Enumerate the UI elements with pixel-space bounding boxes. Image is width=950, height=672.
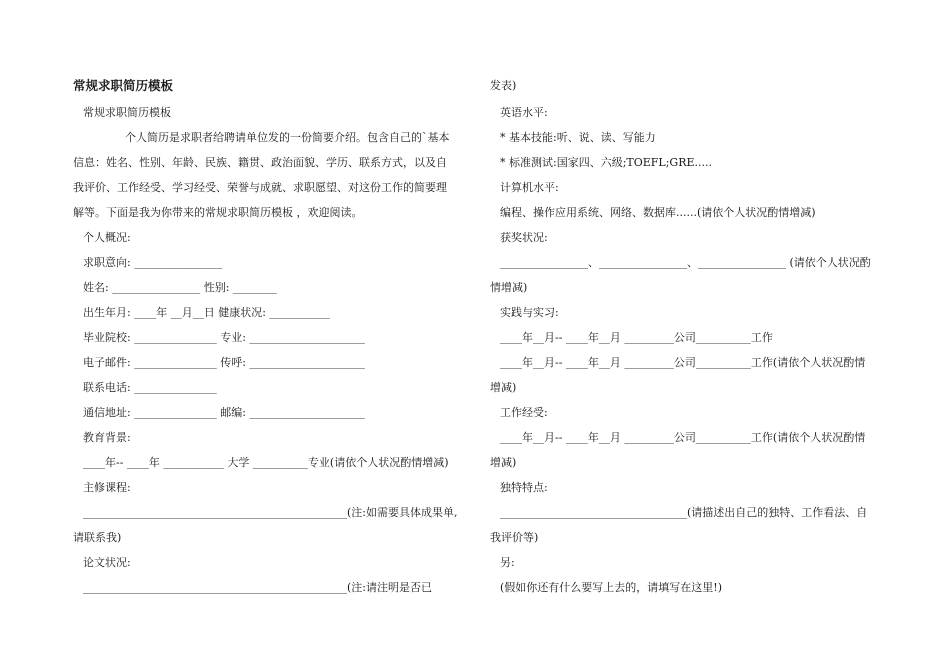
field-school-major: 毕业院校: _______________ 专业: _____________________ <box>83 331 365 344</box>
section-english: 英语水平: <box>500 106 548 119</box>
courses-line: ________________________________________________(注:如需要具体成果单, <box>83 506 458 519</box>
intro-line-1: 个人简历是求职者给聘请单位发的一份简要介绍。包含自己的`基本 <box>125 131 450 144</box>
section-courses: 主修课程: <box>83 481 131 494</box>
english-standard-tests: * 标准测试:国家四、六级;TOEFL;GRE..... <box>500 156 713 169</box>
section-traits: 独特特点: <box>500 481 548 494</box>
intro-line-4: 解等。下面是我为你带来的常规求职简历模板 ，欢迎阅读。 <box>73 206 363 219</box>
work-entry: ____年__月-- ____年__月 _________公司__________工作(请依个人状况酌情 <box>500 431 866 444</box>
practice-entry-1: ____年__月-- ____年__月 _________公司__________工作 <box>500 331 773 344</box>
section-thesis: 论文状况: <box>83 556 131 569</box>
education-entry: ____年-- ____年 ___________ 大学 __________专业(请依个人状况酌情增减) <box>83 456 449 469</box>
field-email-pager: 电子邮件: _______________ 传呼: _____________________ <box>83 356 365 369</box>
field-birth-health: 出生年月: ____年 __月__日 健康状况: ___________ <box>83 306 330 319</box>
traits-line: __________________________________(请描述出自己的独特、工作看法、自 <box>500 506 868 519</box>
field-phone: 联系电话: _______________ <box>83 381 217 394</box>
section-other: 另: <box>500 556 515 569</box>
section-practice: 实践与实习: <box>500 306 559 319</box>
work-entry-cont: 增减) <box>490 456 517 469</box>
practice-entry-2-cont: 增减) <box>490 381 517 394</box>
section-work: 工作经受: <box>500 406 548 419</box>
field-address-zip: 通信地址: _______________ 邮编: _____________________ <box>83 406 365 419</box>
section-computer: 计算机水平: <box>500 181 559 194</box>
section-personal: 个人概况: <box>83 231 131 244</box>
practice-entry-2: ____年__月-- ____年__月 _________公司__________工作(请依个人状况酌情 <box>500 356 866 369</box>
section-education: 教育背景: <box>83 431 131 444</box>
intro-line-3: 我评价、工作经受、学习经受、荣誉与成就、求职愿望、对这份工作的简要理 <box>73 181 447 194</box>
english-basic-skills: * 基本技能:听、说、读、写能力 <box>500 131 656 144</box>
other-note: (假如你还有什么要写上去的，请填写在这里!) <box>500 581 723 594</box>
traits-line-cont: 我评价等) <box>490 531 539 544</box>
thesis-line-cont: 发表) <box>490 79 517 92</box>
subtitle: 常规求职简历模板 <box>83 106 171 119</box>
awards-line: ________________、________________、________________ (请依个人状况酌 <box>500 256 871 269</box>
document-title: 常规求职简历模板 <box>73 78 174 93</box>
intro-line-2: 信息：姓名、性别、年龄、民族、籍贯、政治面貌、学历、联系方式，以及自 <box>73 156 447 169</box>
courses-line-cont: 请联系我) <box>73 531 122 544</box>
section-awards: 获奖状况: <box>500 231 548 244</box>
awards-line-cont: 情增减) <box>490 281 528 294</box>
field-name-gender: 姓名: ________________ 性别: ________ <box>83 281 277 294</box>
thesis-line: ________________________________________________(注:请注明是否已 <box>83 581 432 594</box>
field-job-intent: 求职意向: ________________ <box>83 256 223 269</box>
computer-skills: 编程、操作应用系统、网络、数据库......(请依个人状况酌情增减) <box>500 206 816 219</box>
